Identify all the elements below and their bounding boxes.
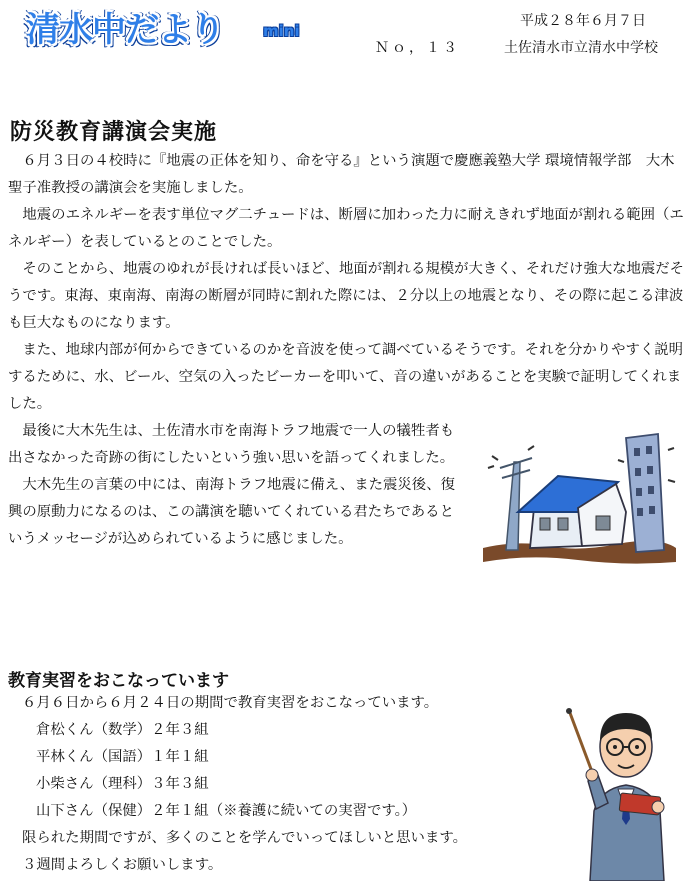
trainee-list-item: 小柴さん（理科）３年３組 — [36, 776, 209, 792]
article1-heading: 防災教育講演会実施 — [10, 119, 218, 145]
article1-side-body — [8, 418, 468, 553]
issue-number: Ｎｏ，１３ — [375, 40, 460, 56]
article1-paragraph: ６月３日の４校時に『地震の正体を知り、命を守る』という演題で慶應義塾大学 環境情報学部 大木聖子准教授の講演会を実施しました。 — [8, 153, 675, 196]
article2-body — [8, 690, 568, 879]
newsletter-title-suffix: mini — [263, 22, 300, 40]
article2-intro: ６月６日から６月２４日の期間で教育実習をおこなっています。 — [22, 695, 439, 711]
article1-paragraph: 地震のエネルギーを表す単位マグ二チュードは、断層に加わった力に耐えきれず地面が割れる範囲（エネルギー）を表しているとのことでした。 — [8, 207, 684, 250]
issue-date: 平成２８年６月７日 — [520, 13, 646, 29]
article1-body — [8, 148, 686, 418]
article1-paragraph: 大木先生の言葉の中には、南海トラフ地震に備え、また震災後、復興の原動力になるのは、この講演を聴いてくれている君たちであるというメッセージが込められているように感じました。 — [8, 477, 455, 547]
school-name: 土佐清水市立清水中学校 — [504, 40, 658, 56]
teacher-with-pointer-illustration — [560, 685, 690, 885]
article2-closing: ３週間よろしくお願いします。 — [22, 857, 223, 873]
earthquake-house-illustration — [478, 420, 678, 574]
article2-closing: 限られた期間ですが、多くのことを学んでいってほしいと思います。 — [22, 830, 467, 846]
trainee-list-item: 倉松くん（数学）２年３組 — [36, 722, 209, 738]
article2-heading: 教育実習をおこなっています — [8, 671, 229, 691]
article1-paragraph: また、地球内部が何からできているのかを音波を使って調べているそうです。それを分かりやすく説明するために、水、ビール、空気の入ったビーカーを叩いて、音の違いがあることを実験で証明してくれました。 — [8, 342, 684, 412]
trainee-list-item: 山下さん（保健）２年１組（※養護に続いての実習です。） — [36, 803, 417, 819]
article1-paragraph: そのことから、地震のゆれが長ければ長いほど、地面が割れる規模が大きく、それだけ強大な地震だそうです。東海、東南海、南海の断層が同時に割れた際には、２分以上の地震となり、その際に起こる津波も巨大なものになります。 — [8, 261, 685, 331]
article1-paragraph: 最後に大木先生は、土佐清水市を南海トラフ地震で一人の犠牲者も出さなかった奇跡の街にしたいという強い思いを語ってくれました。 — [8, 423, 455, 466]
trainee-list-item: 平林くん（国語）１年１組 — [36, 749, 209, 765]
newsletter-title: 清水中だより — [26, 10, 224, 50]
